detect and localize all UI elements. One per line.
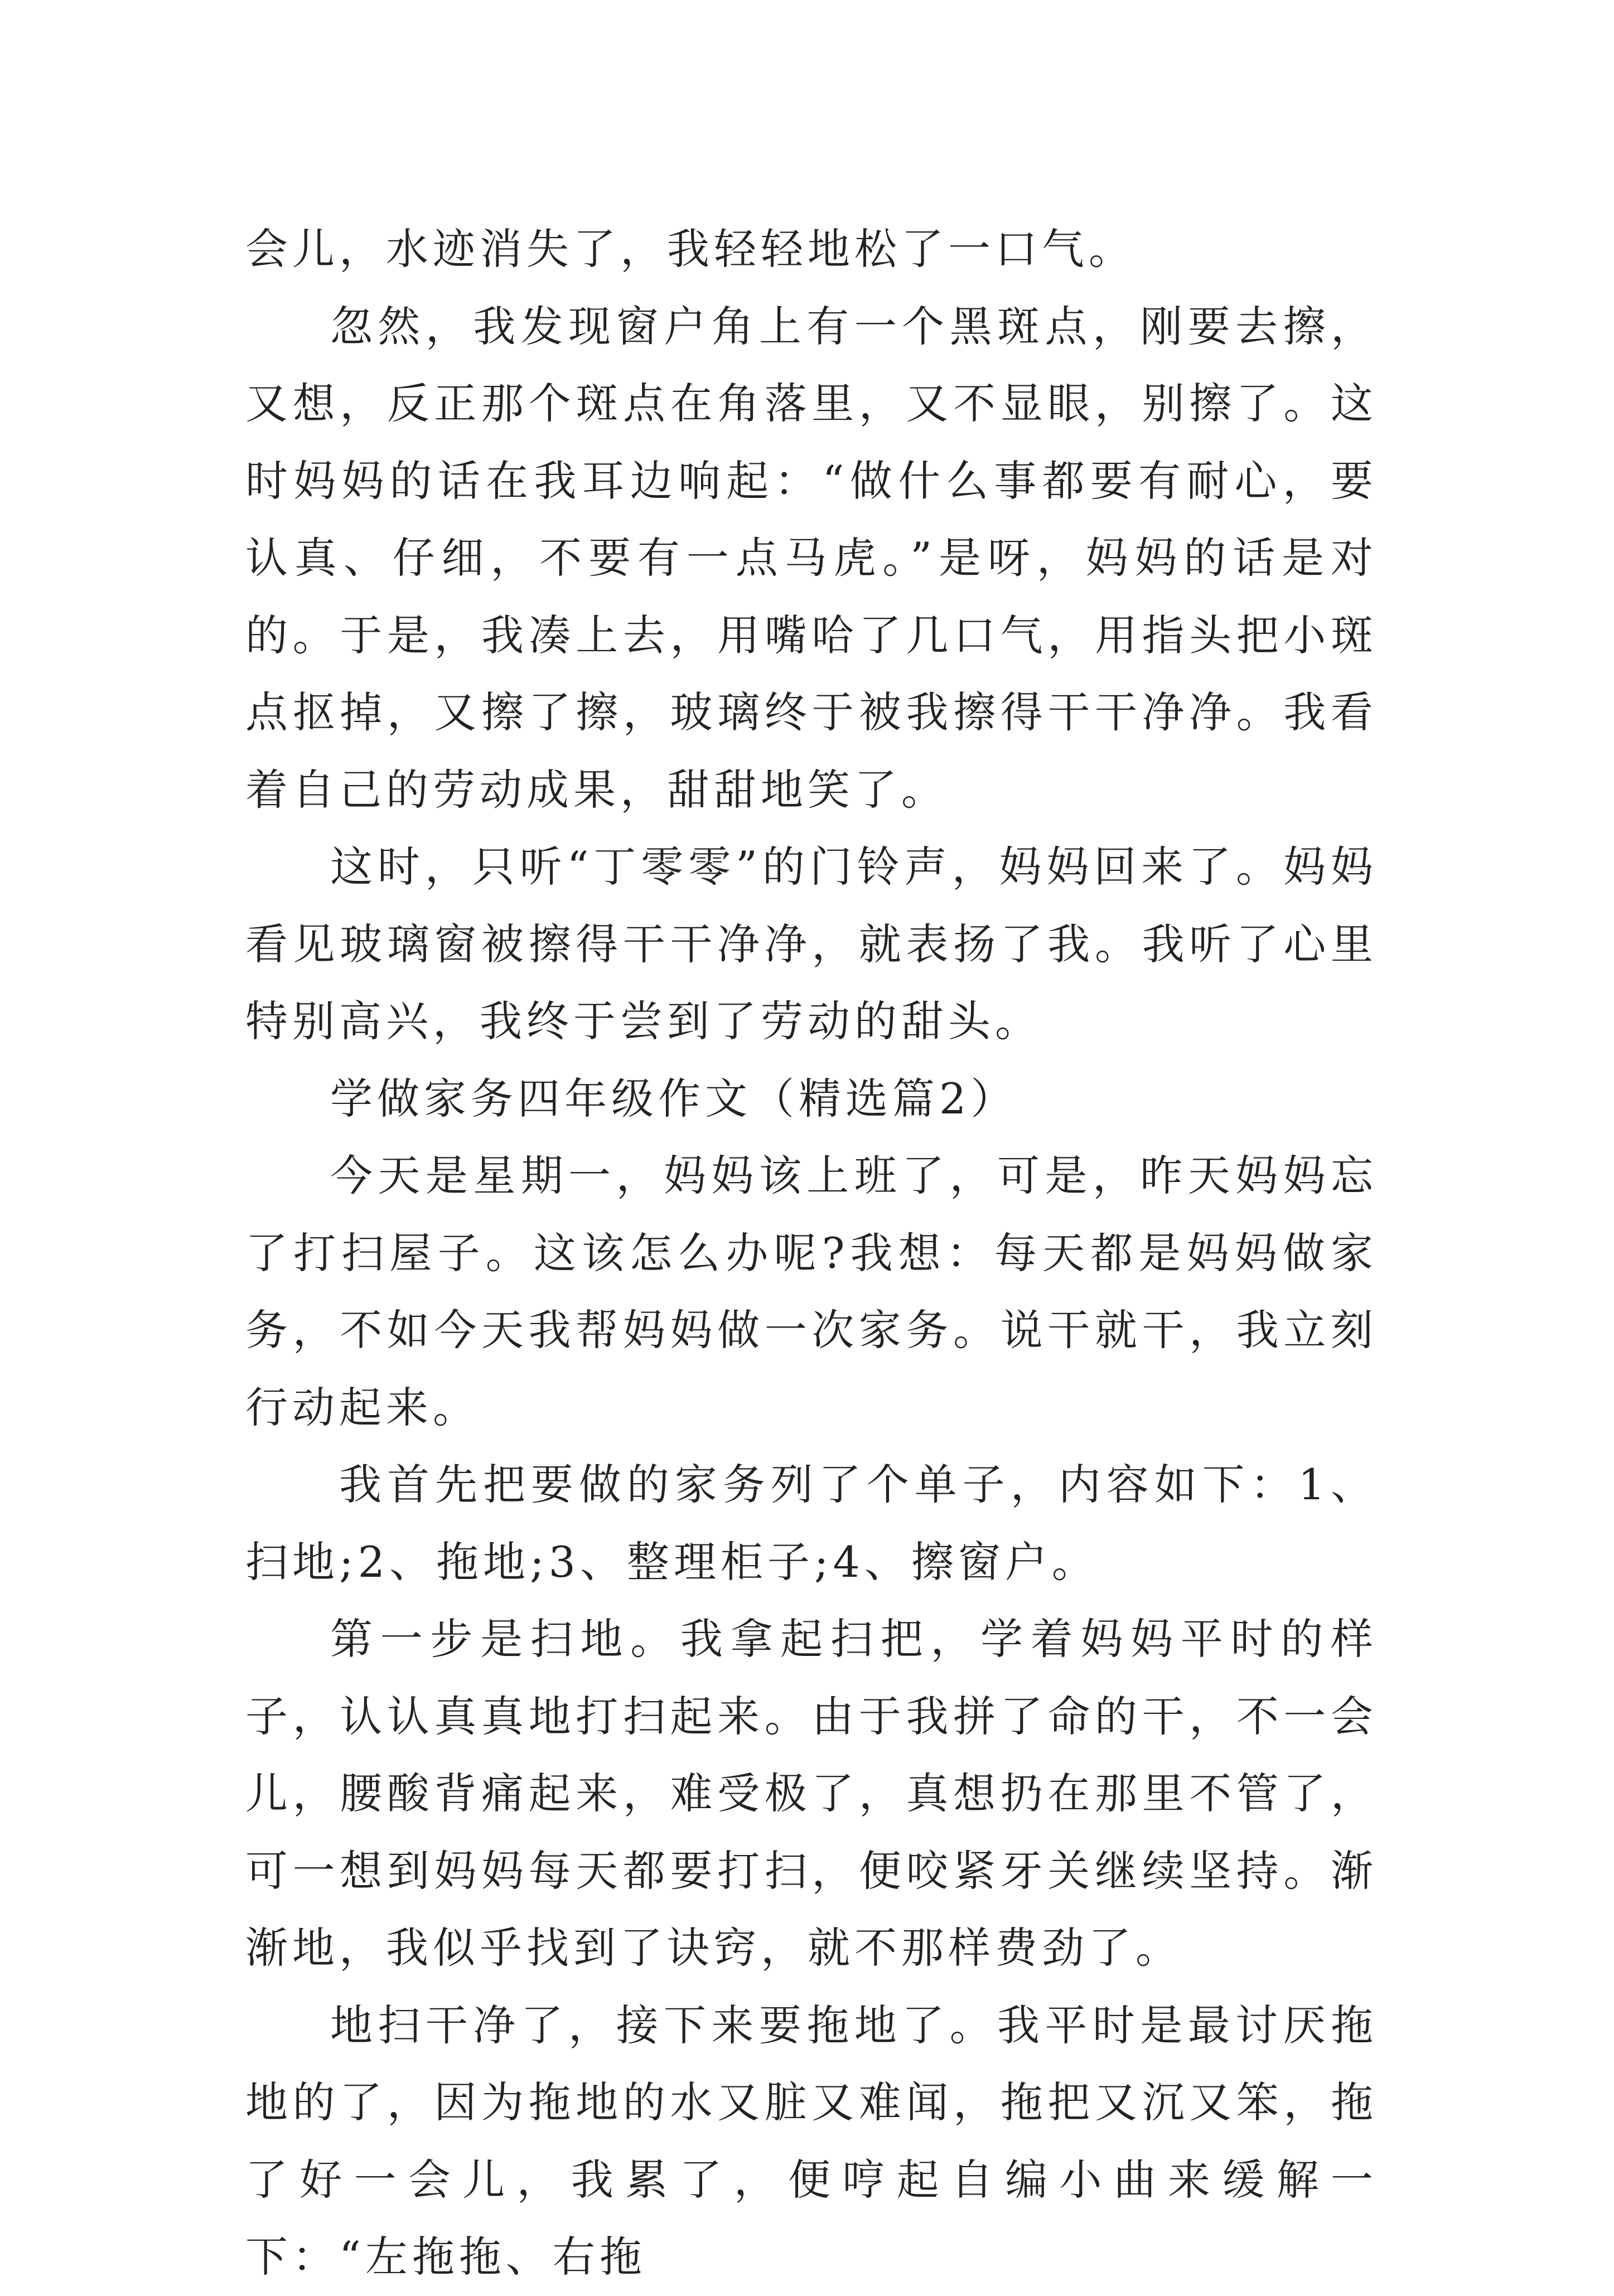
paragraph-sweeping: 第一步是扫地。我拿起扫把，学着妈妈平时的样子，认认真真地打扫起来。由于我拼了命的干，不一会儿，腰酸背痛起来，难受极了，真想扔在那里不管了，可一想到妈妈每天都要打扫，便咬紧牙关继续坚持。渐渐地，我似乎找到了诀窍，就不那样费劲了。 bbox=[245, 1614, 1378, 1973]
essay-text bbox=[245, 211, 1378, 2296]
paragraph-mopping: 地扫干净了，接下来要拖地了。我平时是最讨厌拖地的了，因为拖地的水又脏又难闻，拖把又沉又笨，拖了好一会儿，我累了，便哼起自编小曲来缓解一下：“左拖拖、右拖 bbox=[245, 2000, 1378, 2282]
essay-section-heading: 学做家务四年级作文（精选篇2） bbox=[330, 1073, 1018, 1123]
paragraph-monday: 今天是星期一，妈妈该上班了，可是，昨天妈妈忘了打扫屋子。这该怎么办呢?我想：每天都是妈妈做家务，不如今天我帮妈妈做一次家务。说干就干，我立刻行动起来。 bbox=[245, 1151, 1378, 1432]
paragraph-chore-list: 我首先把要做的家务列了个单子，内容如下：1、扫地;2、拖地;3、整理柜子;4、擦窗户。 bbox=[245, 1460, 1378, 1587]
paragraph-window-spot: 忽然，我发现窗户角上有一个黑斑点，刚要去擦，又想，反正那个斑点在角落里，又不显眼，别擦了。这时妈妈的话在我耳边响起：“做什么事都要有耐心，要认真、仔细，不要有一点马虎。”是呀，妈妈的话是对的。于是，我凑上去，用嘴哈了几口气，用指头把小斑点抠掉，又擦了擦，玻璃终于被我擦得干干净净。我看着自己的劳动成果，甜甜地笑了。 bbox=[245, 301, 1378, 815]
paragraph-doorbell: 这时，只听“丁零零”的门铃声，妈妈回来了。妈妈看见玻璃窗被擦得干干净净，就表扬了我。我听了心里特别高兴，我终于尝到了劳动的甜头。 bbox=[245, 842, 1378, 1046]
paragraph-continuation: 会儿，水迹消失了，我轻轻地松了一口气。 bbox=[245, 224, 1135, 274]
